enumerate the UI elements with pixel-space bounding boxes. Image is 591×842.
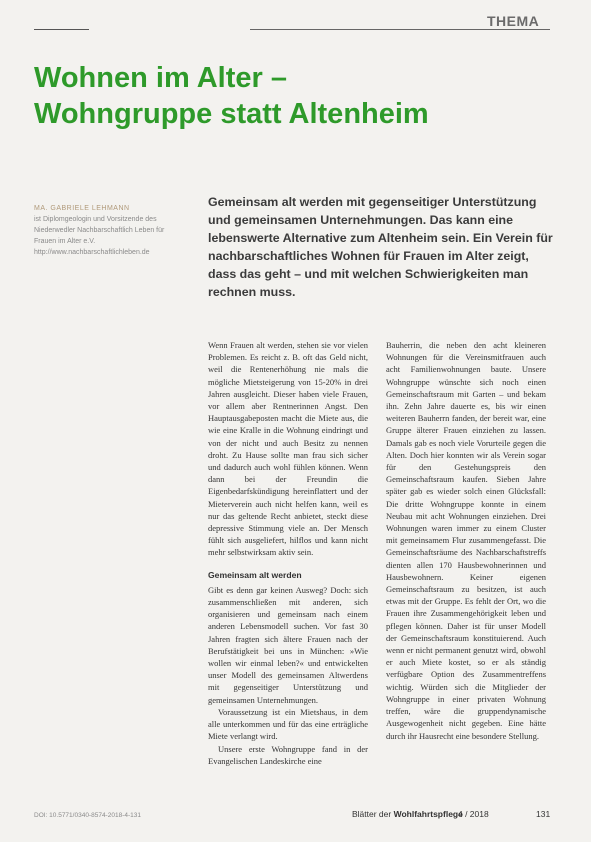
journal-prefix: Blätter der [352, 809, 394, 819]
page-number: 131 [536, 809, 551, 819]
footer-doi: DOI: 10.5771/0340-8574-2018-4-131 [34, 812, 141, 819]
body-paragraph: Wenn Frauen alt werden, stehen sie vor vielen Problemen. Es reicht z. B. oft das Geld nicht, weil die Rentenerhöhung nie mals die mögliche Mietsteigerung von 15-20% in drei Jahren ausgleicht. Dieser haben viele Frauen, vor allem aber Rentnerinnen Angst. Den Hauptausgabeposten macht die Miete aus, die wie eine Kralle in die Wohnung eindringt und von der nicht und auch Besitz zu nennen droht. Zu Hause sollte man frau sich sicher und dadurch auch wohl fühlen können. Wenn dann bei der Freundin die Eigenbedarfskündigung hereinflattert und der Mieterverein auch nicht helfen kann, weil es nur das geltende Recht anbietet, steckt diese depressive Stimmung viele an. Der Mensch fühlt sich ausgeliefert, hilflos und kann nicht mehr selbstwirksam aktiv sein. [208, 340, 368, 558]
lead-paragraph: Gemeinsam alt werden mit gegenseitiger Unterstützung und gemeinsamen Unternehmungen. Das kann eine lebenswerte Alternative zum Altenheim sein. Ein Verein für nachbarschaftliches Wohnen für Frauen im Alter zeigt, dass das geht – und mit welchen Schwierigkeiten man rechnen muss. [208, 195, 553, 299]
journal-name: Wohlfahrtspflege [393, 809, 463, 819]
author-website: http://www.nachbarschaftlichleben.de [34, 249, 150, 256]
author-info [34, 203, 184, 258]
body-paragraph: Gibt es denn gar keinen Ausweg? Doch: sich zusammenschließen mit anderen, sich organisieren und gemeinsam nach einem anderen Lebensmodell suchen. Vor fast 30 Jahren fragten sich ältere Frauen nach der Berufstätigkeit bei uns in München: »Wie wollen wir einmal leben?« und entwickelten unser Modell des gemeinsamen Altwerdens mit gegenseitiger Unterstützung und gemeinsamen Unternehmungen. [208, 584, 368, 705]
body-column-1 [208, 339, 368, 767]
body-column-2 [386, 339, 546, 742]
author-bio: ist Diplomgeologin und Vorsitzende des Niederwedler Nachbarschaftlich Leben für Frauen im Alter e.V. [34, 216, 165, 245]
footer-journal [352, 809, 463, 819]
author-name: MA. GABRIELE LEHMANN [34, 205, 130, 212]
section-label: THEMA [487, 13, 540, 29]
footer-issue: 4 / 2018 [458, 809, 489, 819]
header-rule-right [250, 29, 550, 30]
body-paragraph: Bauherrin, die neben den acht kleineren Wohnungen für die Vereinsmitfrauen auch acht Familienwohnungen baute. Unsere Wohngruppe wünschte sich noch einen Gemeinschaftsraum mit Garten – und bekam ihn. Zehn Jahre dauerte es, bis wir einen weiteren Bauherrn fanden, der bereit war, eine Gruppe älterer Frauen einziehen zu lassen. Damals gab es noch viele Vorurteile gegen die Alten. Doch hier konnten wir als Verein sogar für den Gestehungspreis den Gemeinschaftsraum kaufen. Sieben Jahre später gab es wieder solch einen Glücksfall: Die dritte Wohngruppe konnte in einem Neubau mit acht Wohnungen einziehen. Drei Wohnungen waren immer zu einem Cluster mit gemeinsamem Flur zusammengefasst. Die Gemeinschaftsräume des Nachbarschaftstreffs dienten allen 170 Hausbewohnerinnen und Hausbewohnern. Keiner eigenen Gemeinschaftsraum zu besitzen, ist auch etwas mit der Gruppe. Es fehlt der Ort, wo die Frauen ihre Zusammengehörigkeit leben und pflegen können. Daher ist für unser Modell der Gemeinschaftsraum konstituierend. Auch wenn er nicht permanent genutzt wird, obwohl er auch Miete kostet, so er als ständig verfügbare Option des Zusammentreffens wichtig. Würden sich die Mitglieder der Wohngruppe in einer privaten Wohnung treffen, wäre die gruppendynamische Ausgewogenheit nicht gegeben. Eine hätte durch ihr Hausrecht eine besondere Stellung. [386, 340, 546, 741]
header-rule-left [34, 29, 89, 30]
subheading: Gemeinsam alt werden [208, 569, 302, 580]
body-paragraph: Voraussetzung ist ein Mietshaus, in dem alle unterkommen und für das eine erträgliche Miete verlangt wird. [208, 706, 368, 742]
article-title-line1: Wohnen im Alter – [34, 62, 287, 94]
body-paragraph: Unsere erste Wohngruppe fand in der Evangelischen Landeskirche eine [208, 743, 368, 766]
article-title-line2: Wohngruppe statt Altenheim [34, 98, 429, 130]
article-title [34, 60, 554, 132]
